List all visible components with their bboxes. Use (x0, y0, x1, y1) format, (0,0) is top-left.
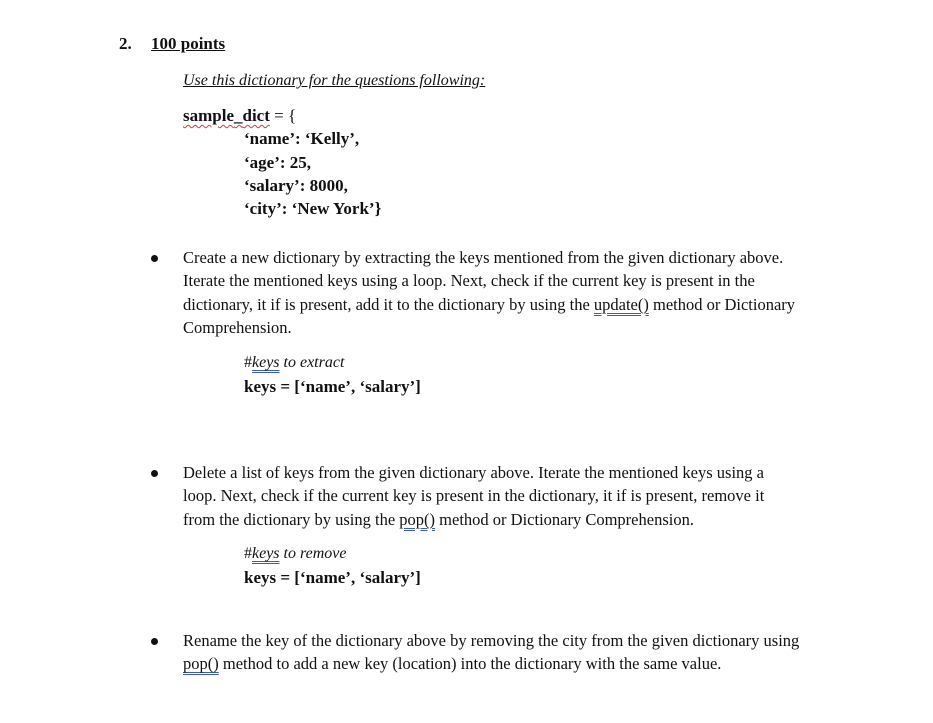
question-number: 2. (119, 34, 132, 53)
task-3-text: Rename the key of the dictionary above by removing the city from the given dictionary using pop() method to add a new key (location) into the dictionary with the same value. (183, 631, 800, 674)
dict-name: sample_dict (183, 106, 270, 125)
task-1-comment: #keys to extract (244, 354, 345, 371)
question-points: 100 points (151, 34, 226, 53)
pop-method: pop() (399, 509, 436, 529)
intro-text: Use this dictionary for the questions following: (183, 72, 486, 89)
task-1-text: Create a new dictionary by extracting the keys mentioned from the given dictionary above. Iterate the mentioned keys using a loop. Next, check if the current key is present in the dictionary, it if is present, add it to the dictionary by using the update() method or Dictionary Comprehension. (183, 248, 796, 337)
dict-line-city: ‘city’: ‘New York’} (244, 199, 382, 218)
dict-assign: = { (269, 106, 297, 125)
bullet-icon (151, 638, 158, 645)
dict-line-age: ‘age’: 25, (244, 153, 312, 172)
dict-line-salary: ‘salary’: 8000, (244, 176, 348, 195)
task-1-code: keys = [‘name’, ‘salary’] (244, 377, 421, 396)
task-2-code: keys = [‘name’, ‘salary’] (244, 568, 421, 587)
update-method: update() (593, 294, 649, 314)
bullet-icon (151, 255, 158, 262)
pop-method: pop() (183, 654, 219, 674)
dict-line-name: ‘name’: ‘Kelly’, (244, 129, 360, 148)
bullet-icon (151, 470, 158, 477)
task-2-text: Delete a list of keys from the given dictionary above. Iterate the mentioned keys using a loop. Next, check if the current key is present in the dictionary, it if is present, remove it from the dictionary by using the pop() method or Dictionary Comprehension. (183, 463, 765, 529)
dict-declaration (183, 106, 296, 126)
task-2-comment: #keys to remove (244, 545, 347, 562)
